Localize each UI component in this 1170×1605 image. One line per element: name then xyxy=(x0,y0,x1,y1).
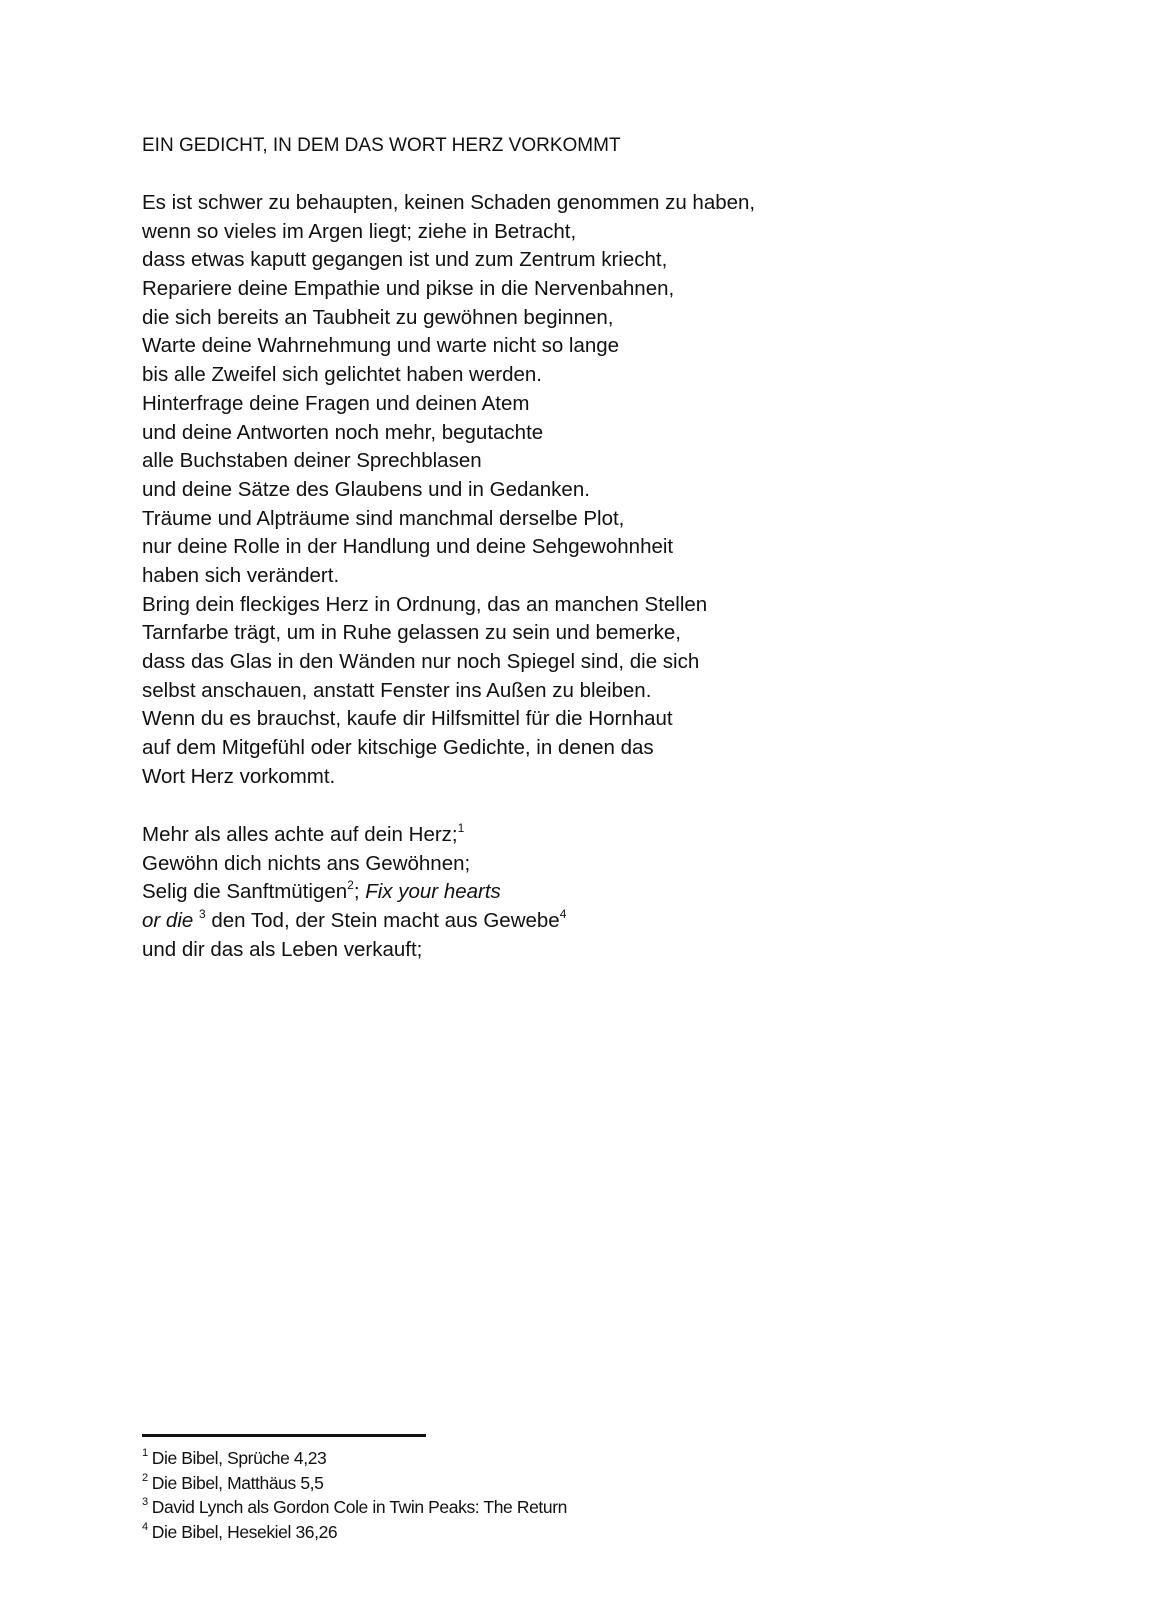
poem-line xyxy=(142,907,566,936)
line-text: ; xyxy=(353,880,366,904)
footnote-item xyxy=(142,1495,567,1520)
poem-line xyxy=(142,821,566,850)
line-text-italic: or die xyxy=(142,909,194,933)
poem-line: Wenn du es brauchst, kaufe dir Hilfsmittel für die Hornhaut xyxy=(142,707,673,731)
poem-title: EIN GEDICHT, IN DEM DAS WORT HERZ VORKOMMT xyxy=(142,135,621,156)
stanza-2 xyxy=(142,821,566,964)
line-text-italic: Fix your hearts xyxy=(365,880,501,904)
footnote-number: 3 xyxy=(142,1496,148,1508)
poem-line: Träume und Alpträume sind manchmal derselbe Plot, xyxy=(142,506,625,530)
footnote-separator xyxy=(142,1434,426,1437)
poem-line: Warte deine Wahrnehmung und warte nicht so lange xyxy=(142,334,620,358)
line-text: Mehr als alles achte auf dein Herz; xyxy=(142,823,458,846)
footnote-text: Die Bibel, Matthäus 5,5 xyxy=(151,1472,324,1493)
line-text: Selig die Sanftmütigen xyxy=(142,880,348,904)
poem-line: bis alle Zweifel sich gelichtet haben werden. xyxy=(142,363,542,387)
stanza-1 xyxy=(142,189,755,791)
poem-line xyxy=(142,850,566,879)
poem-line: auf dem Mitgefühl oder kitschige Gedichte, in denen das xyxy=(142,736,654,760)
footnote-ref-1[interactable]: 1 xyxy=(457,821,465,835)
poem-line: Repariere deine Empathie und pikse in die Nervenbahnen, xyxy=(142,277,675,301)
poem-line: die sich bereits an Taubheit zu gewöhnen beginnen, xyxy=(142,305,614,329)
footnote-text: Die Bibel, Sprüche 4,23 xyxy=(151,1448,327,1468)
footnote-text: David Lynch als Gordon Cole in Twin Peaks: The Return xyxy=(151,1497,567,1517)
poem-line xyxy=(142,936,566,965)
footnote-number: 4 xyxy=(142,1520,148,1533)
poem-line: alle Buchstaben deiner Sprechblasen xyxy=(142,449,482,473)
poem-line: Wort Herz vorkommt. xyxy=(142,764,336,788)
poem-line: Tarnfarbe trägt, um in Ruhe gelassen zu sein und bemerke, xyxy=(142,621,681,645)
poem-line: selbst anschauen, anstatt Fenster ins Außen zu bleiben. xyxy=(142,678,652,702)
footnote-number: 2 xyxy=(142,1471,148,1484)
poem-line xyxy=(142,878,566,907)
poem-line: dass etwas kaputt gegangen ist und zum Zentrum kriecht, xyxy=(142,248,668,272)
footnote-ref-2[interactable]: 2 xyxy=(347,878,354,893)
poem-line: Hinterfrage deine Fragen und deinen Atem xyxy=(142,391,530,415)
line-text: den Tod, der Stein macht aus Gewebe xyxy=(205,909,560,933)
poem-line: Es ist schwer zu behaupten, keinen Schaden genommen zu haben, xyxy=(142,191,756,214)
footnotes xyxy=(142,1446,567,1544)
footnote-text: Die Bibel, Hesekiel 36,26 xyxy=(151,1521,338,1542)
line-text: und dir das als Leben verkauft; xyxy=(142,937,423,961)
footnote-ref-4[interactable]: 4 xyxy=(559,907,567,922)
footnote-ref-3[interactable]: 3 xyxy=(198,907,206,922)
poem-line: wenn so vieles im Argen liegt; ziehe in Betracht, xyxy=(142,219,577,243)
poem-line: nur deine Rolle in der Handlung und deine Sehgewohnheit xyxy=(142,535,674,559)
footnote-item xyxy=(142,1520,567,1545)
poem-line: und deine Sätze des Glaubens und in Gedanken. xyxy=(142,477,590,501)
poem-line: dass das Glas in den Wänden nur noch Spiegel sind, die sich xyxy=(142,650,700,673)
footnote-item xyxy=(142,1446,567,1471)
poem-line: und deine Antworten noch mehr, begutachte xyxy=(142,420,544,444)
line-text: Gewöhn dich nichts ans Gewöhnen; xyxy=(142,851,471,875)
footnote-item xyxy=(142,1471,567,1496)
footnote-number: 1 xyxy=(142,1447,148,1459)
poem-line: Bring dein fleckiges Herz in Ordnung, das an manchen Stellen xyxy=(142,592,708,616)
poem-line: haben sich verändert. xyxy=(142,563,340,587)
